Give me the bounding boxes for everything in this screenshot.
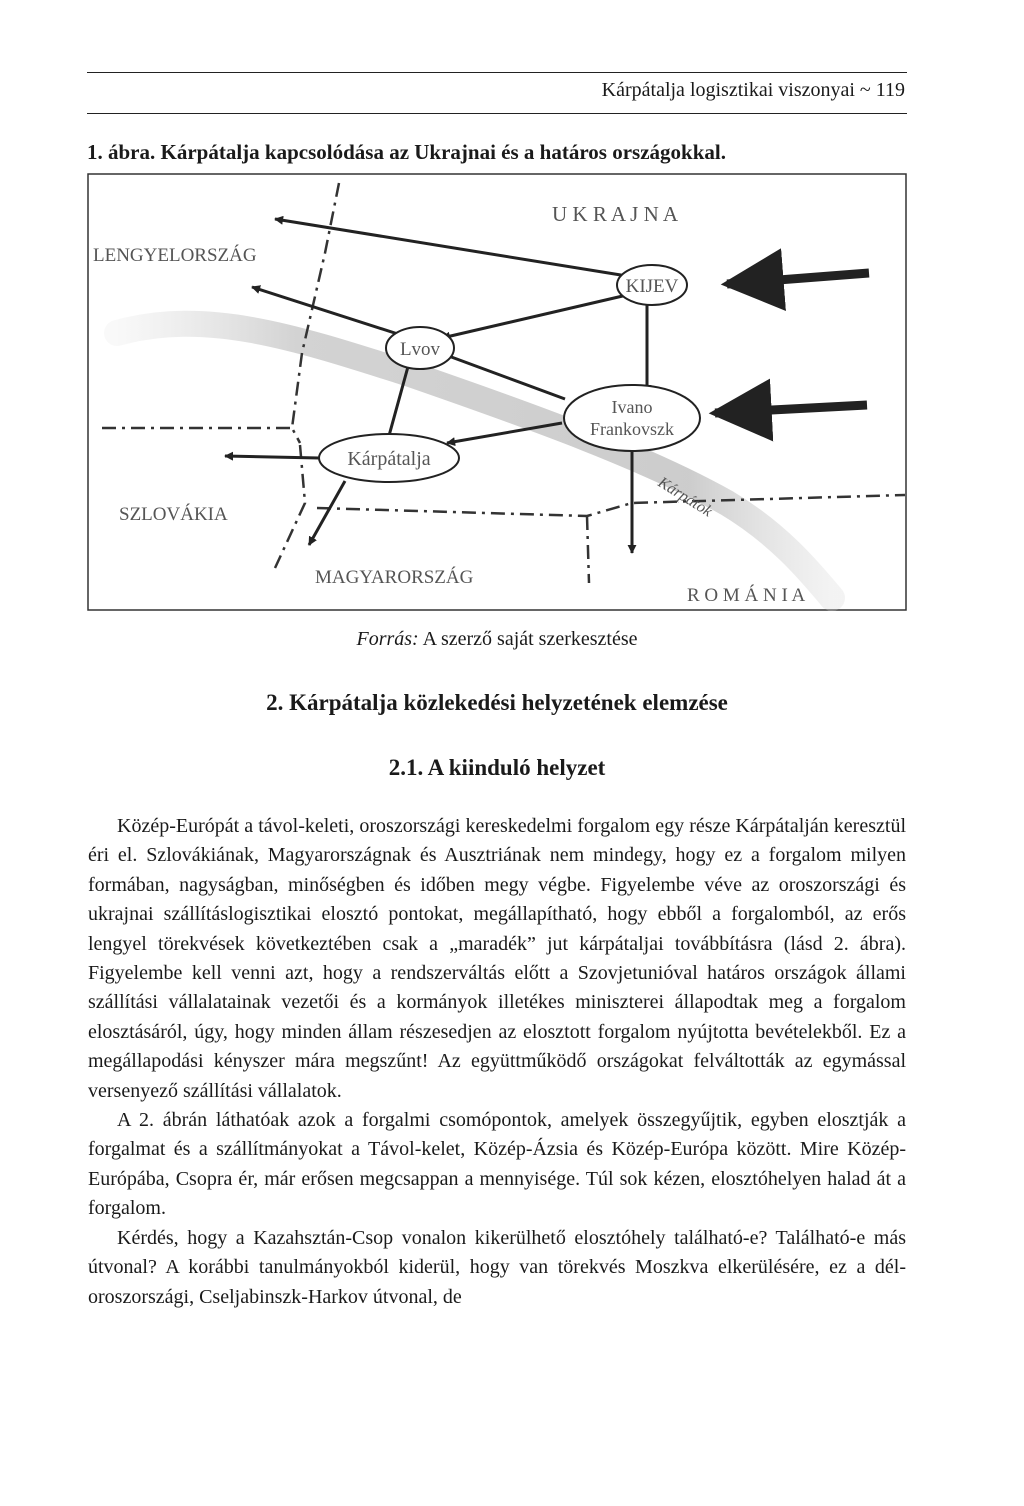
node-label-ivano-2: Frankovszk xyxy=(590,419,674,439)
map-diagram xyxy=(87,173,907,611)
node-lvov xyxy=(386,327,454,369)
arrow-kijev-lengyelorszag xyxy=(275,219,627,276)
label-szlovakia: SZLOVÁKIA xyxy=(119,504,228,525)
source-label: Forrás: xyxy=(356,628,419,650)
running-title: Kárpátalja logisztikai viszonyai ~ 119 xyxy=(601,79,905,101)
figure-caption: 1. ábra. Kárpátalja kapcsolódása az Ukrajnai és a határos országokkal. xyxy=(87,140,726,164)
label-magyarorszag: MAGYARORSZÁG xyxy=(315,567,474,588)
node-label-karpatalja: Kárpátalja xyxy=(347,448,431,470)
node-kijev xyxy=(617,265,687,305)
subsection-heading: 2.1. A kiinduló helyzet xyxy=(388,755,606,780)
arrow-kijev-lvov xyxy=(442,295,627,338)
node-karpatalja xyxy=(319,434,459,482)
arrow-karpatalja-magyarorszag xyxy=(309,481,345,545)
node-ivano xyxy=(564,385,700,451)
figure-source xyxy=(87,628,907,651)
label-lengyelorszag: LENGYELORSZÁG xyxy=(93,245,257,266)
node-label-kijev: KIJEV xyxy=(625,276,679,297)
paragraph: Kérdés, hogy a Kazahsztán-Csop vonalon kikerülhető elosztóhely található-e? Található-e más útvonal? A korábbi tanulmányokból kiderül, hogy van törekvés Moszkva elkerülésére, ez a dél-oroszországi, Cseljabinszk-Harkov útvonal, de xyxy=(88,1226,906,1308)
paragraph: Közép-Európát a távol-keleti, oroszországi kereskedelmi forgalom egy része Kárpátalján keresztül éri el. Szlovákiának, Magyarországnak és Ausztriának nem mindegy, hogy ez a forgalom milyen formában, nagyságban, minőségben és időben megy végbe. Figyelembe véve az oroszországi és ukrajnai szállításlogisztikai elosztó pontokat, megállapítható, hogy ebből a forgalomból, az erős lengyel törekvések következtében csak a „maradék” jut kárpátaljai továbbításra (lásd 2. ábra). Figyelembe kell venni azt, hogy a rendszerváltás előtt a Szovjetunióval határos országok állami szállítási vállalatainak vezetői és a kormányok illetékes miniszterei állapodtak meg a forgalom elosztásáról, úgy, hogy minden állam részesedjen az elosztott forgalom nyújtotta bevételekből. Ez a megállapodási kényszer mára megszűnt! Az együttműködő országokat felváltották az egymással versenyező szállítási vállalatok. xyxy=(88,815,906,1102)
node-label-ivano-1: Ivano xyxy=(611,397,653,417)
node-label-lvov: Lvov xyxy=(399,339,441,360)
arrow-east-to-kijev xyxy=(727,273,869,284)
running-header xyxy=(87,72,907,114)
incoming-arrows xyxy=(715,273,869,413)
source-text: A szerző saját szerkesztése xyxy=(418,628,638,650)
figure-map xyxy=(87,173,907,611)
section-heading: 2. Kárpátalja közlekedési helyzetének elemzése xyxy=(266,690,728,715)
arrow-east-to-ivano xyxy=(715,405,867,413)
body-text xyxy=(88,812,906,1312)
arrow-karpatalja-szlovakia xyxy=(225,456,319,458)
paragraph: A 2. ábrán láthatóak azok a forgalmi csomópontok, amelyek összegyűjtik, egyben elosztják a forgalmat és a szállítmányokat a Távol-kelet, Közép-Ázsia és Közép-Európa között. Mire Közép- Európába, Csopra ér, már erősen megcsappan a mennyisége. Túl sok kézen, elosztóhelyen halad át a forgalom. xyxy=(88,1109,906,1220)
label-ukrajna: U K R A J N A xyxy=(552,202,679,226)
label-romania: R O M Á N I A xyxy=(687,585,806,606)
label-karpatok: Kárpátok xyxy=(654,473,716,521)
